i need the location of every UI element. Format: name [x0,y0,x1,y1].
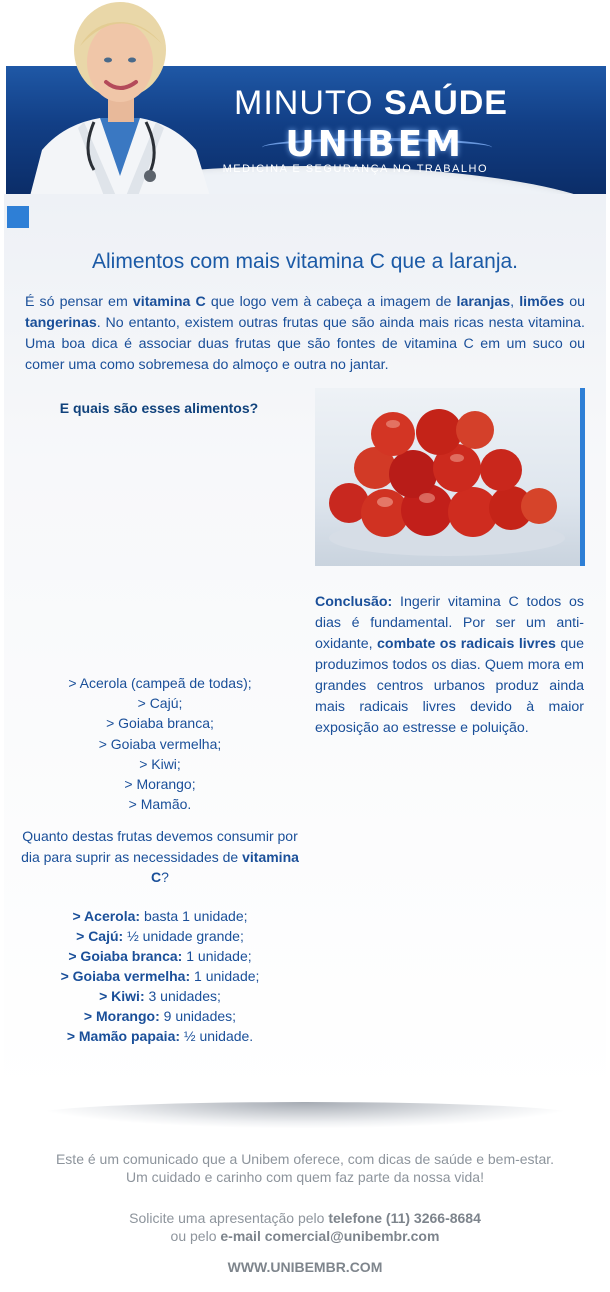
conclusion-segment: combate os radicais livres [377,636,556,652]
photo-accent-bar [580,388,585,566]
amount-value: 1 unidade; [190,968,260,984]
fruit-list-item: > Goiaba branca; [106,715,214,732]
amount-list-item [20,926,300,946]
amount-fruit-name: > Goiaba branca: [68,948,183,964]
amount-value: 1 unidade; [182,948,252,964]
intro-segment: , [510,294,520,310]
consumption-question-bold: vitamina C [151,848,299,885]
amount-fruit-name: > Cajú: [76,928,124,944]
fruit-list-item: > Kiwi; [139,755,181,772]
footer-line-2: Um cuidado e carinho com quem faz parte da nossa vida! [126,1169,484,1185]
conclusion-text [315,592,584,739]
doctor-image [24,0,214,196]
intro-segment: limões [519,294,565,310]
intro-segment: É só pensar em [25,294,133,310]
article-intro [25,292,585,376]
brand-logo: UNIBEM [285,124,464,165]
amount-value: ½ unidade. [180,1028,254,1044]
footer-contact-phone [0,1209,610,1227]
amount-list-item [20,986,300,1006]
intro-segment: . No entanto, existem outras frutas que são ainda mais ricas nesta vitamina. Uma boa dica é associar duas frutas que são fontes de vitamina C em um suco ou comer uma como sobremesa do almoço e outra no jantar. [25,315,585,373]
contact-phone-link[interactable]: telefone (11) 3266-8684 [328,1210,481,1226]
contact-phone-pre: Solicite uma apresentação pelo [129,1210,329,1226]
amount-list-item [20,946,300,966]
amount-fruit-name: > Acerola: [72,908,141,924]
amount-value: 3 unidades; [144,988,221,1004]
consumption-question-post: ? [161,869,169,885]
acerola-fruits [329,409,557,537]
amount-value: ½ unidade grande; [123,928,244,944]
intro-segment: vitamina C [132,294,206,310]
article-headline: Alimentos com mais vitamina C que a laranja. [91,250,518,273]
contact-email-pre: ou pelo [170,1228,221,1244]
amount-list-item [20,1006,300,1026]
fruit-list-item: > Goiaba vermelha; [98,735,222,752]
conclusion-segment: Conclusão: [315,594,393,610]
title-bold: SAÚDE [383,84,508,122]
question-heading: E quais são esses alimentos? [59,400,259,416]
footer-line-1: Este é um comunicado que a Unibem oferece, com dicas de saúde e bem-estar. [55,1151,555,1167]
fruit-list-item: > Morango; [124,776,196,793]
footer-message [0,1150,610,1186]
footer-divider-shadow [32,1102,578,1128]
amount-fruit-name: > Kiwi: [99,988,145,1004]
intro-segment: tangerinas [25,315,97,331]
consumption-question-pre: Quanto destas frutas devemos consumir por dia para suprir as necessidades de [21,828,298,865]
intro-segment: ou [564,294,585,310]
conclusion-segment: Ingerir vitamina C todos os dias é fundamental. Por ser um anti-oxidante, [315,594,584,652]
consumption-question [20,826,300,888]
acerola-photo [315,388,580,566]
section-marker-icon [7,206,29,228]
title-light: MINUTO [234,84,374,122]
amount-list [20,906,300,1046]
amount-fruit-name: > Mamão papaia: [66,1028,181,1044]
amount-list-item [20,966,300,986]
conclusion-segment: que produzimos todos os dias. Quem mora em grandes centros urbanos produz ainda mais radicais livres devido à maior exposição ao estresse e poluição. [315,636,585,736]
amount-value: basta 1 unidade; [140,908,248,924]
fruit-list-item: > Acerola (campeã de todas); [68,675,252,691]
newsletter-title [234,84,508,123]
amount-list-item [20,1026,300,1046]
fruit-list [20,673,300,814]
intro-segment: que logo vem à cabeça a imagem de [205,294,457,310]
amount-fruit-name: > Goiaba vermelha: [60,968,191,984]
contact-email-link[interactable]: e-mail comercial@unibembr.com [220,1228,440,1244]
amount-list-item [20,906,300,926]
fruit-list-item: > Mamão. [128,796,192,813]
website-link[interactable]: WWW.UNIBEMBR.COM [227,1259,383,1275]
brand-tagline: MEDICINA E SEGURANÇA NO TRABALHO [222,163,488,175]
intro-segment: laranjas [456,294,511,310]
amount-value: 9 unidades; [159,1008,237,1024]
amount-fruit-name: > Morango: [83,1008,160,1024]
footer-contact [0,1209,610,1245]
fruit-list-item: > Cajú; [137,695,183,712]
footer-contact-email [0,1227,610,1245]
